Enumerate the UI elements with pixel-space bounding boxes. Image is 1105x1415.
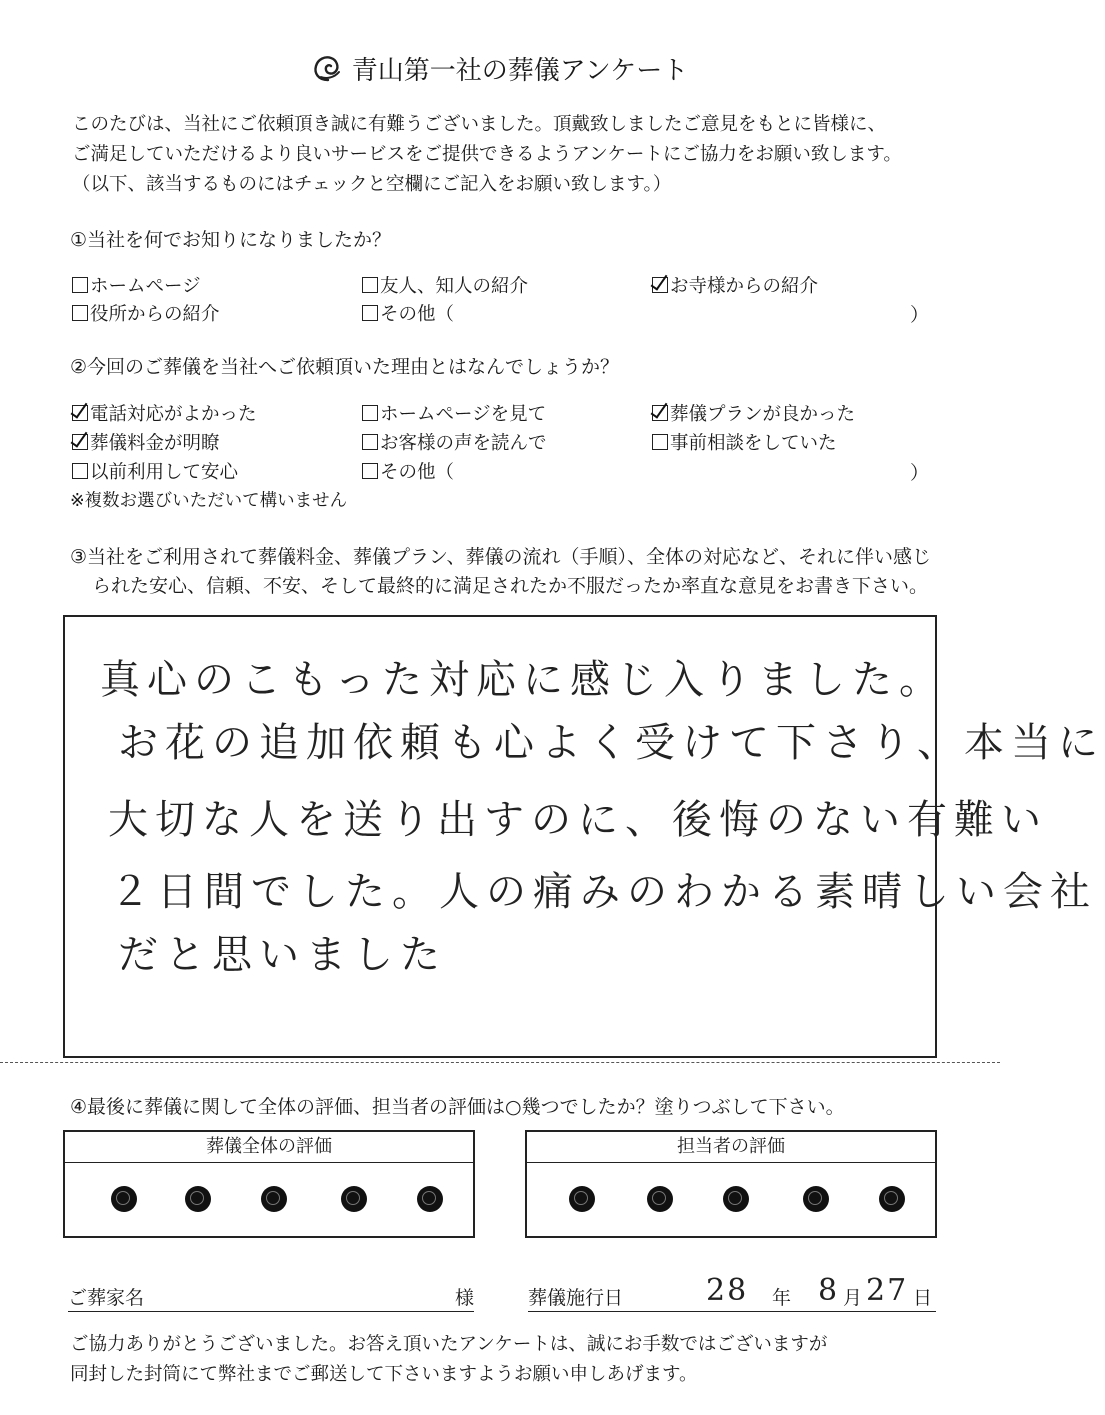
date-month-label: 月 — [843, 1287, 863, 1309]
q3-question-line1: ③当社をご利用されて葬儀料金、葬儀プラン、葬儀の流れ（手順）、全体の対応など、それに伴い感じ — [70, 546, 932, 568]
checkbox[interactable] — [362, 305, 378, 321]
title-text: 青山第一社の葬儀アンケート — [351, 56, 689, 86]
date-year-value: 28 — [706, 1273, 749, 1308]
rating-circle-filled[interactable] — [261, 1186, 287, 1212]
family-name-suffix: 様 — [454, 1287, 474, 1309]
date-day-label: 日 — [913, 1287, 933, 1309]
rating-circle-filled[interactable] — [879, 1186, 905, 1212]
separator-dashed — [0, 1062, 1000, 1063]
q2-note: ※複数お選びいただいて構いません — [70, 491, 348, 511]
q2-option-reviews[interactable]: お客様の声を読んで — [362, 429, 547, 455]
answer-line: 真心のこもった対応に感じ入りました。 — [100, 657, 946, 703]
checkbox[interactable] — [652, 434, 668, 450]
answer-line: お花の追加依頼も心よく受けて下さり、本当に — [118, 720, 1105, 766]
q2-option-other[interactable]: その他（ — [362, 458, 454, 484]
date-year-label: 年 — [772, 1287, 792, 1309]
overall-rating-label: 葬儀全体の評価 — [65, 1132, 473, 1163]
footer-line: 同封した封筒にて弊社までご郵送して下さいますようお願い申しあげます。 — [70, 1364, 698, 1385]
q2-option-phone[interactable]: 電話対応がよかった — [72, 400, 257, 426]
checkbox[interactable] — [362, 405, 378, 421]
checkbox[interactable] — [72, 305, 88, 321]
q1-option-friend[interactable]: 友人、知人の紹介 — [362, 272, 528, 298]
q1-option-other[interactable]: その他（ — [362, 300, 454, 326]
q1-option-office[interactable]: 役所からの紹介 — [72, 300, 220, 326]
answer-line: 大切な人を送り出すのに、後悔のない有難い — [108, 797, 1048, 843]
rating-circle-filled[interactable] — [341, 1186, 367, 1212]
q1-option-homepage[interactable]: ホームページ — [72, 272, 201, 298]
rating-circle-filled[interactable] — [417, 1186, 443, 1212]
rating-circle-filled[interactable] — [647, 1186, 673, 1212]
rating-circle-filled[interactable] — [185, 1186, 211, 1212]
checkbox[interactable] — [362, 434, 378, 450]
intro-line: ご満足していただけるより良いサービスをご提供できるようアンケートにご協力をお願い致します。 — [72, 144, 902, 165]
intro-line: このたびは、当社にご依頼頂き誠に有難うございました。頂戴致しましたご意見をもとに皆様に、 — [72, 114, 887, 135]
date-label: 葬儀施行日 — [528, 1287, 624, 1309]
rating-circle-filled[interactable] — [569, 1186, 595, 1212]
checkbox[interactable] — [72, 463, 88, 479]
staff-rating-box — [525, 1130, 937, 1238]
q2-option-plan[interactable]: 葬儀プランが良かった — [652, 400, 855, 426]
footer-text — [70, 1330, 827, 1390]
footer-line: ご協力ありがとうございました。お答え頂いたアンケートは、誠にお手数ではございますが — [70, 1334, 828, 1355]
intro-text — [72, 110, 902, 200]
q2-option-homepage[interactable]: ホームページを見て — [362, 400, 546, 426]
date-day-value: 27 — [866, 1273, 909, 1308]
q1-close-paren: ） — [910, 304, 930, 326]
staff-rating-label: 担当者の評価 — [527, 1132, 935, 1163]
checkbox-checked[interactable] — [72, 434, 88, 450]
checkbox[interactable] — [362, 463, 378, 479]
answer-line: ２日間でした。人の痛みのわかる素晴しい会社 — [110, 869, 1097, 915]
logo-icon — [312, 53, 344, 90]
page-title — [0, 50, 1000, 90]
checkbox-checked[interactable] — [652, 277, 668, 293]
q1-question: ①当社を何でお知りになりましたか？ — [70, 229, 392, 251]
overall-rating-box — [63, 1130, 475, 1238]
date-month-value: 8 — [818, 1273, 845, 1308]
q2-close-paren: ） — [910, 462, 930, 484]
rating-circle-filled[interactable] — [723, 1186, 749, 1212]
checkbox[interactable] — [362, 277, 378, 293]
checkbox-checked[interactable] — [72, 405, 88, 421]
q3-question-line2: られた安心、信頼、不安、そして最終的に満足されたか不服だったか率直な意見をお書き下さい。 — [92, 575, 929, 597]
checkbox[interactable] — [72, 277, 88, 293]
answer-line: だと思いました — [118, 932, 447, 978]
rating-circle-filled[interactable] — [111, 1186, 137, 1212]
q2-option-consult[interactable]: 事前相談をしていた — [652, 429, 837, 455]
q4-question: ④最後に葬儀に関して全体の評価、担当者の評価は○幾つでしたか？塗りつぶして下さい。 — [70, 1096, 845, 1118]
funeral-date-field[interactable] — [528, 1273, 936, 1312]
q2-option-price[interactable]: 葬儀料金が明瞭 — [72, 429, 220, 455]
family-name-field[interactable] — [68, 1283, 474, 1312]
rating-circle-filled[interactable] — [803, 1186, 829, 1212]
q2-question: ②今回のご葬儀を当社へご依頼頂いた理由とはなんでしょうか？ — [70, 356, 620, 378]
checkbox-checked[interactable] — [652, 405, 668, 421]
q2-option-previous[interactable]: 以前利用して安心 — [72, 458, 238, 484]
family-name-label: ご葬家名 — [68, 1287, 145, 1309]
intro-line: （以下、該当するものにはチェックと空欄にご記入をお願い致します。） — [72, 174, 672, 195]
q1-option-temple[interactable]: お寺様からの紹介 — [652, 272, 818, 298]
